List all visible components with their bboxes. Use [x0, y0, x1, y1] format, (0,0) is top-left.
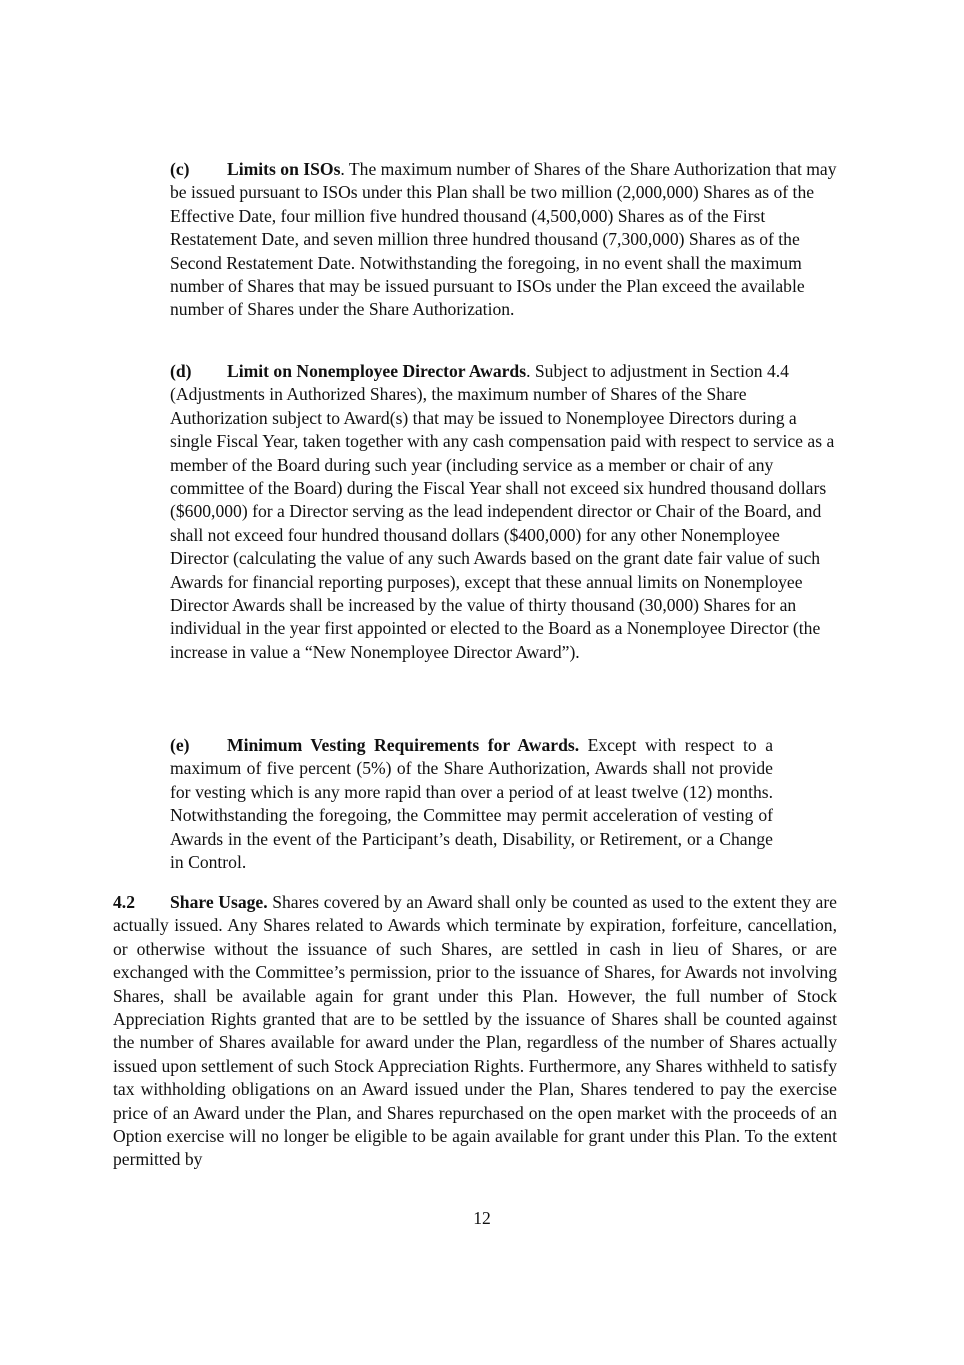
paragraph-limits-on-isos — [170, 158, 842, 322]
section-share-usage — [113, 891, 837, 1172]
paragraph-limit-on-nonemployee-director-awards — [170, 360, 842, 664]
paragraph-heading: Limits on ISOs — [227, 159, 341, 179]
paragraph-minimum-vesting-requirements — [170, 734, 773, 874]
paragraph-body: . The maximum number of Shares of the Share Authorization that may be issued pursuant to ISOs under this Plan shall be two million (2,000,000) Shares as of the Effective Date, four million five hundred thousand (4,500,000) Shares as of the First Restatement Date, and seven million three hundred thousand (7,300,000) Shares as of the Second Restatement Date. Notwithstanding the foregoing, in no event shall the maximum number of Shares that may be issued pursuant to ISOs under the Plan exceed the available number of Shares under the Share Authorization. — [170, 159, 837, 320]
paragraph-body: . Subject to adjustment in Section 4.4 (Adjustments in Authorized Shares), the maximum number of Shares of the Share Authorization subject to Award(s) that may be issued to Nonemployee Directors during a single Fiscal Year, taken together with any cash compensation paid with respect to service as a member of the Board during such year (including service as a member or chair of any committee of the Board) during the Fiscal Year shall not exceed six hundred thousand dollars ($600,000) for a Director serving as the lead independent director or Chair of the Board, and shall not exceed four hundred thousand dollars ($400,000) for any other Nonemployee Director (calculating the value of any such Awards based on the grant date fair value of such Awards for financial reporting purposes), except that these annual limits on Nonemployee Director Awards shall be increased by the value of thirty thousand (30,000) Shares for an individual in the year first appointed or elected to the Board as a Nonemployee Director (the increase in value a “New Nonemployee Director Award”). — [170, 361, 835, 662]
section-body: Shares covered by an Award shall only be counted as used to the extent they are actually issued. Any Shares related to Awards which terminate by expiration, forfeiture, cancellation, or otherwise without the issuance of such Shares, are settled in cash in lieu of Shares, or are exchanged with the Committee’s permission, prior to the issuance of Shares, for Awards not involving Shares, shall be available again for grant under this Plan. However, the full number of Stock Appreciation Rights granted that are to be settled by the issuance of Shares shall be counted against the number of Shares available for award under the Plan, regardless of the number of Shares actually issued upon settlement of such Stock Appreciation Rights. Furthermore, any Shares withheld to satisfy tax withholding obligations on an Award issued under the Plan, Shares tendered to pay the exercise price of an Award under the Plan, and Shares repurchased on the open market with the proceeds of an Option exercise will no longer be eligible to be again available for grant under this Plan. To the extent permitted by — [113, 892, 837, 1170]
paragraph-label: (d) — [170, 361, 192, 381]
section-number: 4.2 — [113, 892, 135, 912]
section-heading: Share Usage. — [170, 892, 268, 912]
paragraph-label: (c) — [170, 159, 190, 179]
page-number: 12 — [473, 1208, 491, 1228]
paragraph-heading: Limit on Nonemployee Director Awards — [227, 361, 527, 381]
paragraph-label: (e) — [170, 735, 190, 755]
paragraph-body: Except with respect to a maximum of five percent (5%) of the Share Authorization, Awards shall not provide for vesting which is any more rapid than over a period of at least twelve (12) months. Notwithstanding the foregoing, the Committee may permit acceleration of vesting of Awards in the event of the Participant’s death, Disability, or Retirement, or a Change in Control. — [170, 735, 773, 873]
paragraph-heading: Minimum Vesting Requirements for Awards. — [227, 735, 580, 755]
